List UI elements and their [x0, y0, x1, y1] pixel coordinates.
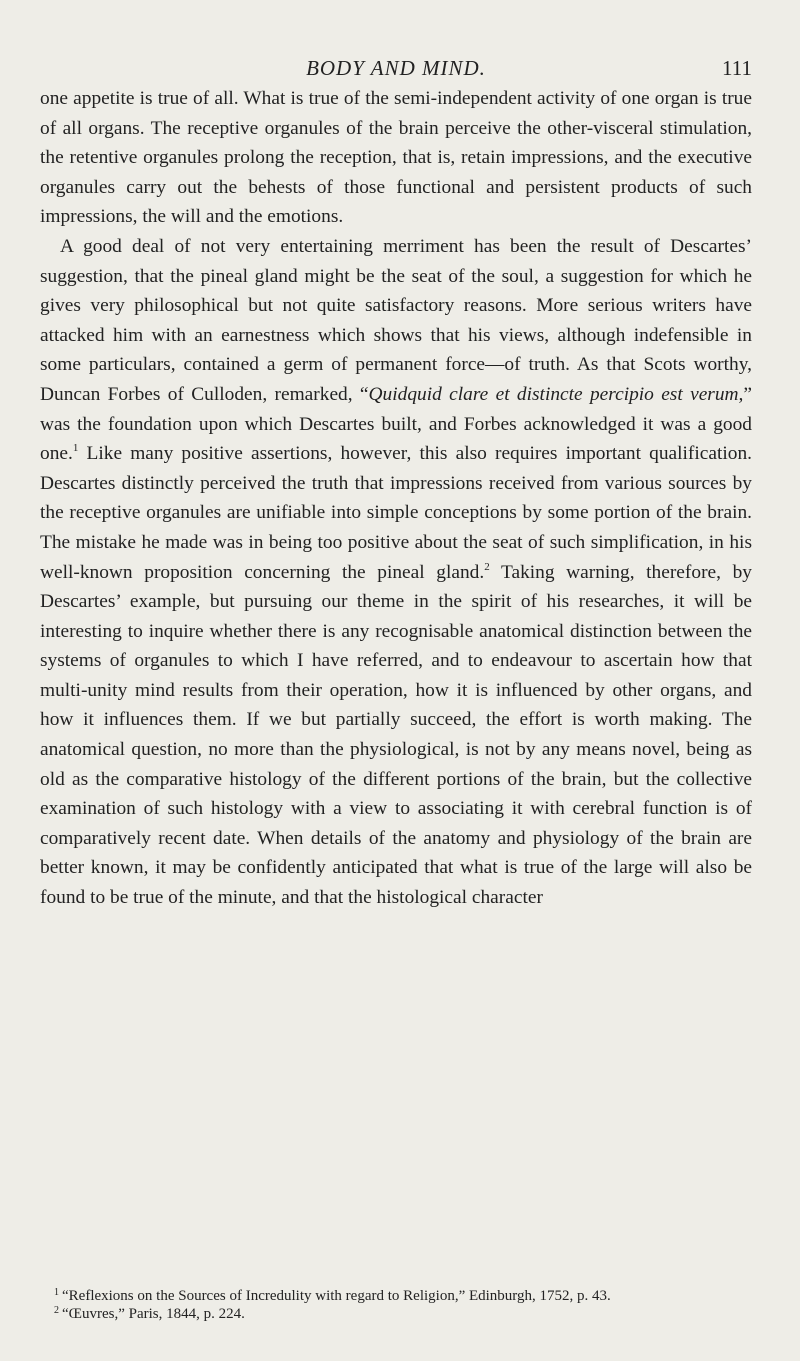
- running-title: BODY AND MIND.: [306, 56, 486, 80]
- footnote-mark: 2: [54, 1305, 59, 1316]
- footnote-1: [40, 1287, 752, 1305]
- footnote-mark: 1: [54, 1287, 59, 1298]
- footnotes: [40, 1287, 752, 1323]
- latin-quotation: Quidquid clare et distincte percipio est verum,: [368, 383, 744, 405]
- footnote-ref-2[interactable]: 2: [484, 560, 490, 573]
- footnote-ref-1[interactable]: 1: [72, 442, 79, 455]
- paragraph-1: one appetite is true of all. What is true of the semi-independent activity of one organ is true of all organs. The receptive organules of the brain perceive the other-visceral stimulation, the retentive organules prolong the reception, that is, retain impressions, and the executive organules carry out the behests of those functional and persistent products of such impressions, the will and the emotions.: [40, 88, 752, 228]
- page-number: 111: [722, 56, 752, 80]
- body-text: [40, 84, 752, 913]
- paragraph-2: A good deal of not very entertaining merriment has been the result of Descartes’ suggestion, that the pineal gland might be the seat of the soul, a suggestion for which he gives very philosophical but not quite satisfactory reasons. More serious writers have attacked him with an earnestness which shows that his views, although indefensible in some particulars, contained a germ of permanent force—of truth. As that Scots worthy, Duncan Forbes of Culloden, remarked, “Quidquid clare et distincte percipio est verum,” was the foundation upon which Descartes built, and Forbes acknowledged it was a good one.$^1$ Like many positive assertions, however, this also requires important qualification. Descartes distinctly perceived the truth that impressions received from various sources by the receptive organules are unifiable into simple conceptions by some portion of the brain. The mistake he made was in being too positive about the seat of such simplification, in his well-known proposition concerning the pineal gland.$^2$ Taking warning, therefore, by Descartes’ example, but pursuing our theme in the spirit of his researches, it will be interesting to inquire whether there is any recognisable anatomical distinction between the systems of organules to which I have referred, and to endeavour to ascertain how that multi-unity mind results from their operation, how it is influenced by other organs, and how it influences them. If we but partially succeed, the effort is worth making. The anatomical question, no more than the physiological, is not by any means novel, being as old as the comparative histology of the different portions of the brain, but the collective examination of such histology with a view to associating it with cerebral function is of comparatively recent date. When details of the anatomy and physiology of the brain are better known, it may be confidently anticipated that what is true of the large will also be found to be true of the minute, and that the histological character: [40, 235, 752, 909]
- footnote-2: [40, 1305, 752, 1323]
- footnote-text: “Œuvres,” Paris, 1844, p. 224.: [62, 1306, 245, 1322]
- footnote-text: “Reflexions on the Sources of Incredulity with regard to Religion,” Edinburgh, 1752, p. 43.: [62, 1288, 611, 1304]
- running-head: [40, 54, 752, 84]
